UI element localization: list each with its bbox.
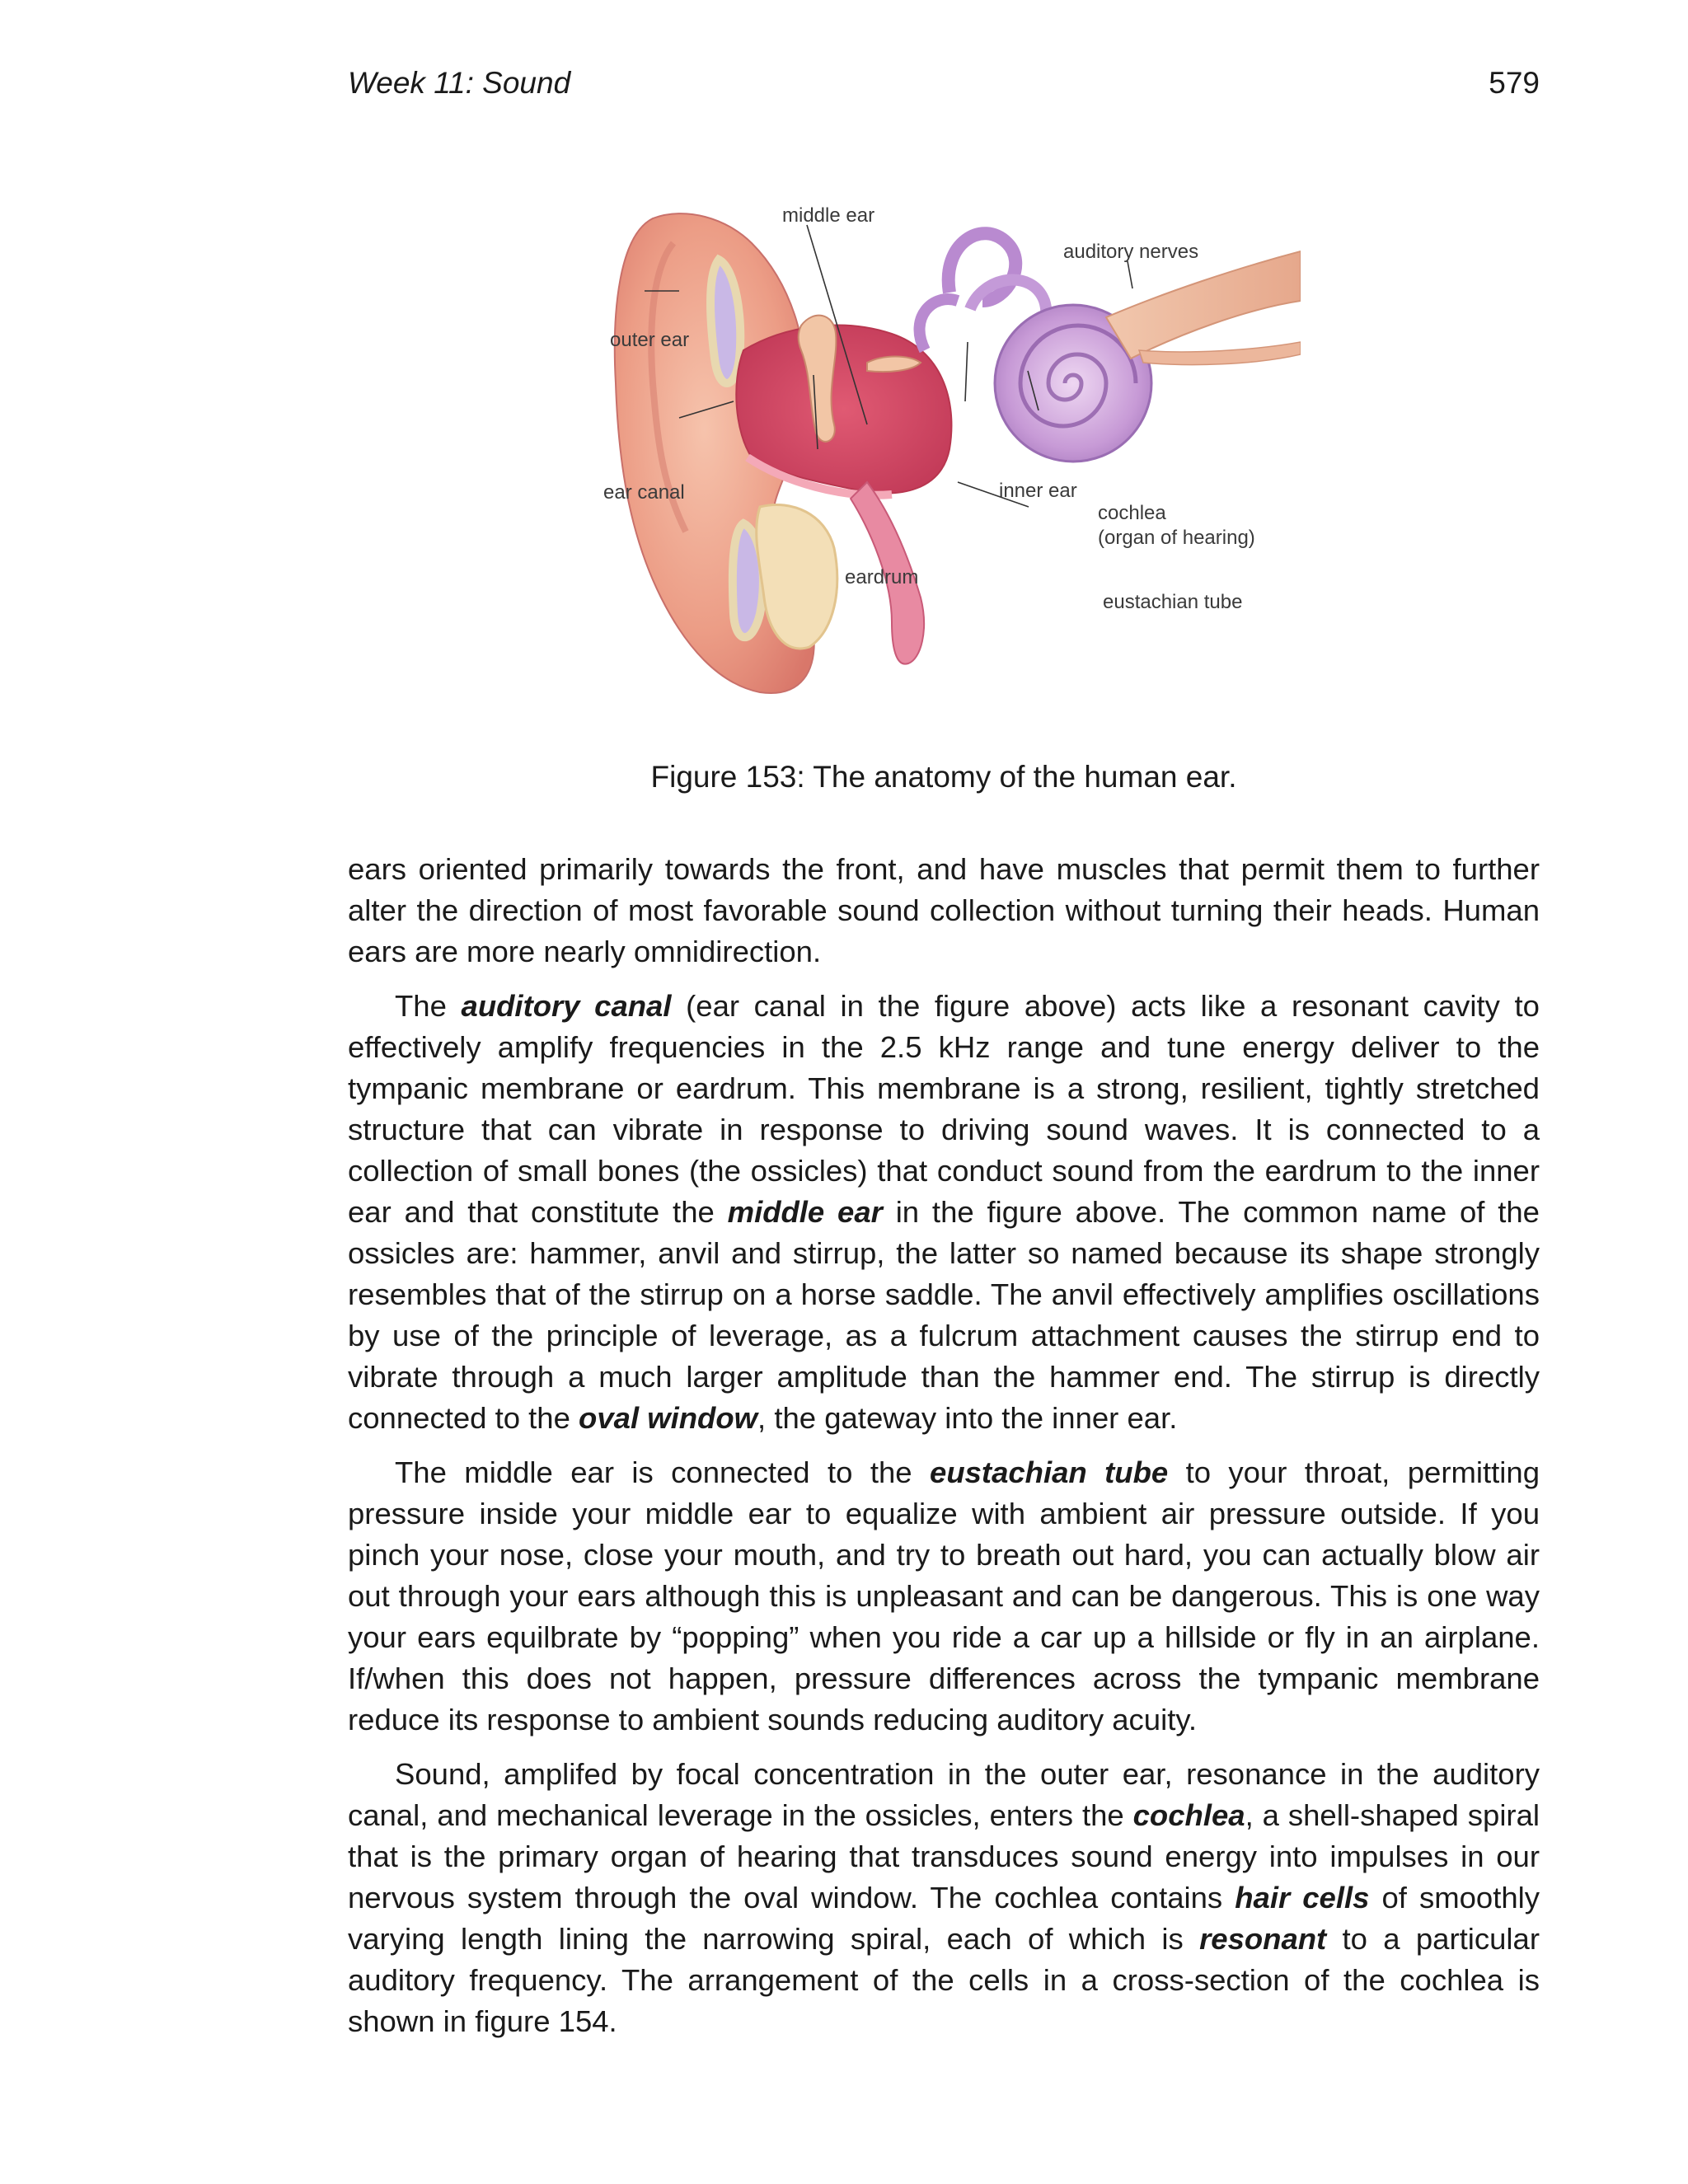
paragraph-4-text: of smoothly varying length lining the narrowing spiral, each of which is: [348, 1881, 1540, 1956]
paragraph-2-text: in the figure above. The common name of the ossicles are: hammer, anvil and stirrup, the latter so named because its shape strongly resembles that of the stirrup on a horse saddle. The anvil effectively amplifies oscillations by use of the principle of leverage, as a fulcrum attachment causes the stirrup end to vibrate through a much larger amplitude than the hammer end. The stirrup is directly connected to the: [348, 1195, 1540, 1435]
ear-anatomy-illustration: [595, 185, 1301, 703]
term-cochlea: cochlea: [1132, 1798, 1245, 1832]
paragraph-2: [348, 986, 1540, 1439]
label-middle-ear: middle ear: [782, 204, 875, 227]
label-inner-ear: inner ear: [999, 480, 1077, 502]
cartilage-upper: [710, 260, 740, 383]
label-outer-ear: outer ear: [610, 329, 690, 351]
leader-auditory-nerves: [1128, 261, 1132, 288]
auditory-nerve-bundle: [1106, 251, 1301, 359]
paragraph-4-text: , a shell-shaped spiral that is the primary organ of hearing that transduces sound energy into impulses in our nervous system through the oval window. The cochlea contains: [348, 1798, 1540, 1915]
label-cochlea: cochlea: [1098, 502, 1166, 524]
figure-caption: Figure 153: The anatomy of the human ear.: [650, 760, 1237, 794]
term-eustachian-tube: eustachian tube: [930, 1455, 1169, 1489]
ear-anatomy-figure: [595, 185, 1301, 703]
running-title: Week 11: Sound: [348, 66, 571, 100]
page-header: [348, 63, 1540, 104]
paragraph-4: [348, 1754, 1540, 2042]
body-text: [348, 849, 1540, 2055]
term-oval-window: oval window: [579, 1401, 758, 1435]
label-eardrum: eardrum: [845, 566, 919, 588]
paragraph-4-text: to a particular auditory frequency. The arrangement of the cells in a cross-section of the cochlea is shown in figure 154.: [348, 1922, 1540, 2038]
term-middle-ear: middle ear: [727, 1195, 883, 1229]
semicircular-canal-3: [920, 299, 958, 350]
auditory-nerve-branch: [1139, 342, 1301, 365]
paragraph-1: [348, 849, 1540, 972]
page-number: 579: [1489, 66, 1540, 100]
term-resonant: resonant: [1199, 1922, 1327, 1956]
paragraph-4-text: Sound, amplifed by focal concentration in the outer ear, resonance in the auditory canal, and mechanical leverage in the ossicles, enters the: [348, 1757, 1540, 1832]
term-auditory-canal: auditory canal: [461, 989, 672, 1023]
paragraph-3: [348, 1452, 1540, 1741]
label-ear-canal: ear canal: [603, 481, 685, 504]
paragraph-3-text: The middle ear is connected to the: [395, 1455, 931, 1489]
paragraph-3-text: to your throat, permitting pressure inside your middle ear to equalize with ambient air pressure outside. If you pinch your nose, close your mouth, and try to breath out hard, you can actually blow air out through your ears although this is unpleasant and can be dangerous. This is one way your ears equilbrate by “popping” when you ride a car up a hillside or fly in an airplane. If/when this does not happen, pressure differences across the tympanic membrane reduce its response to ambient sounds reducing auditory acuity.: [348, 1455, 1540, 1736]
paragraph-1-text: ears oriented primarily towards the front, and have muscles that permit them to further alter the direction of most favorable sound collection without turning their heads. Human ears are more nearly omnidirection.: [348, 852, 1540, 968]
label-eustachian-tube: eustachian tube: [1103, 591, 1243, 613]
term-hair-cells: hair cells: [1235, 1881, 1370, 1915]
paragraph-2-text: (ear canal in the figure above) acts like a resonant cavity to effectively amplify frequencies in the 2.5 kHz range and tune energy deliver to the tympanic membrane or eardrum. This membrane is a strong, resilient, tightly stretched structure that can vibrate in response to driving sound waves. It is connected to a collection of small bones (the ossicles) that conduct sound from the eardrum to the inner ear and that constitute the: [348, 989, 1540, 1229]
paragraph-2-text: The: [395, 989, 462, 1023]
label-auditory-nerves: auditory nerves: [1063, 241, 1199, 263]
leader-inner-ear: [965, 342, 968, 401]
label-cochlea-sub: (organ of hearing): [1098, 527, 1255, 549]
paragraph-2-text: , the gateway into the inner ear.: [757, 1401, 1178, 1435]
